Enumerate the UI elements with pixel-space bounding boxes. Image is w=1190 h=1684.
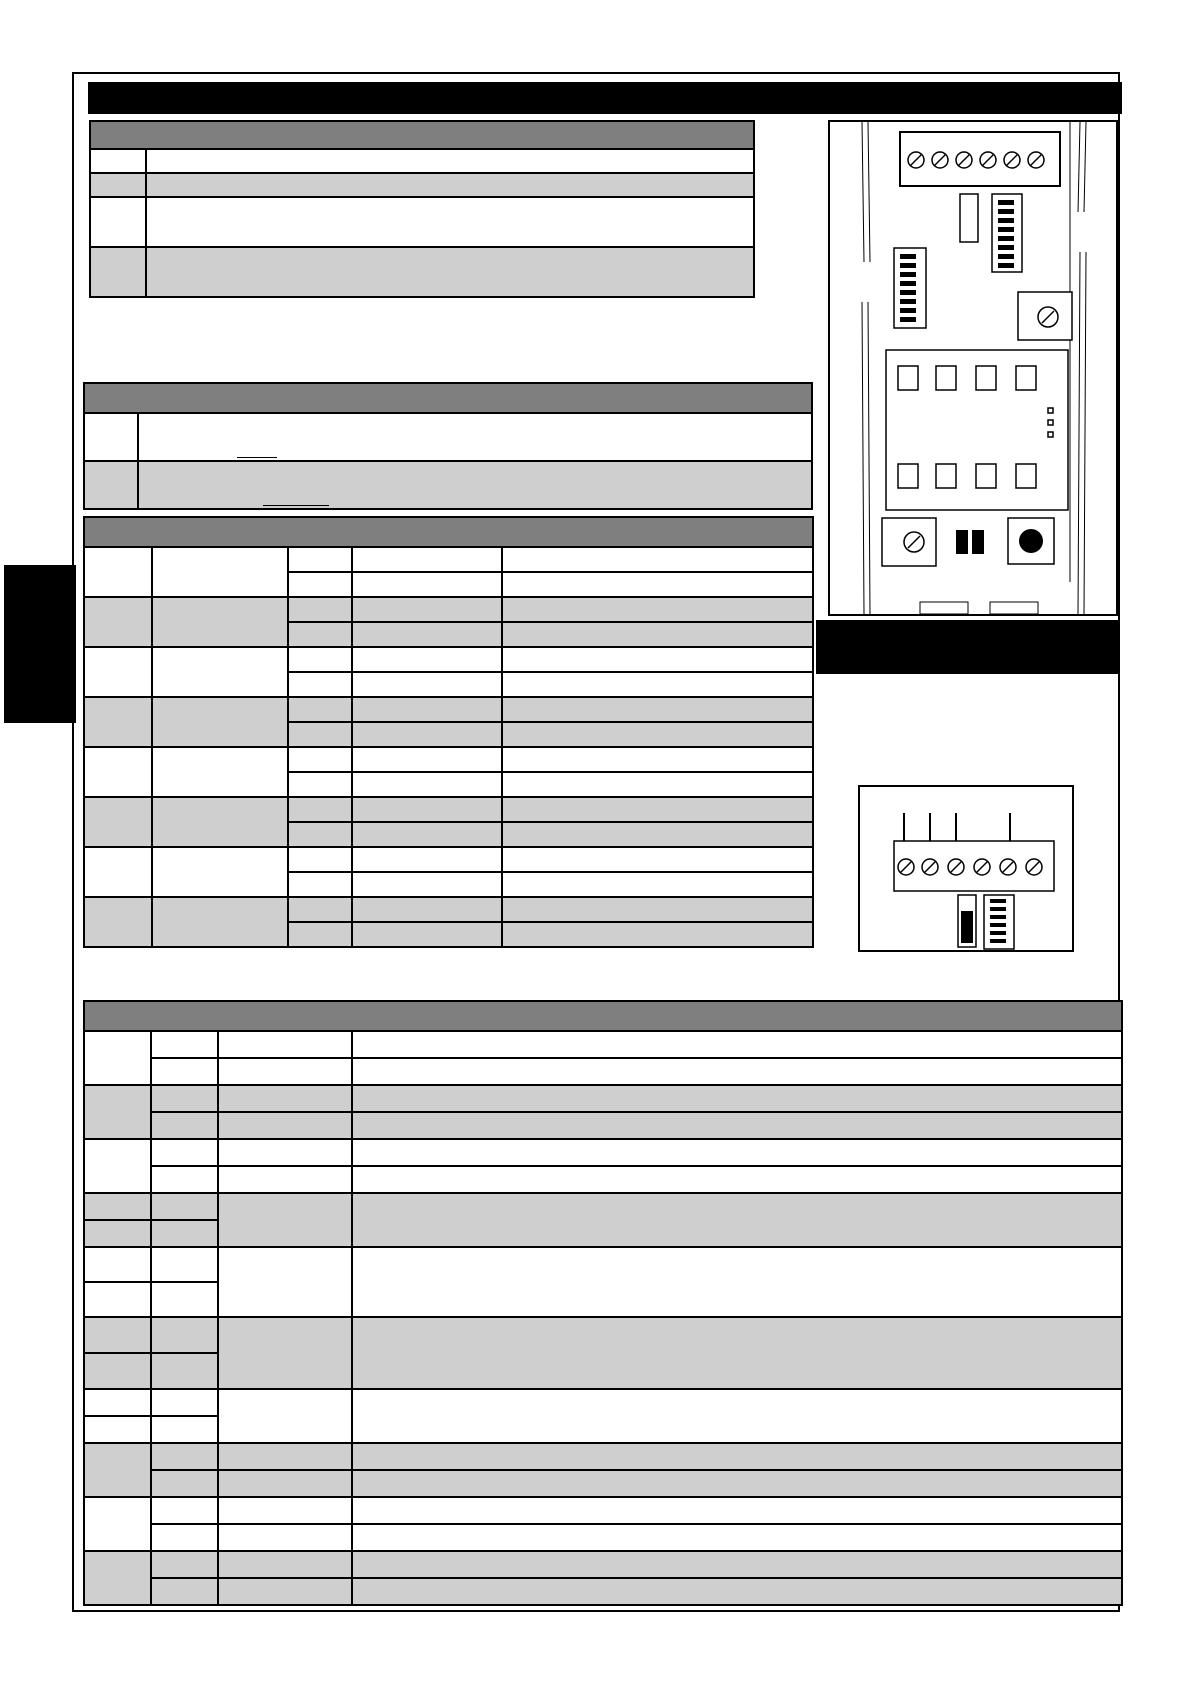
table-row <box>84 1247 1122 1282</box>
section-title-bar <box>88 82 1122 114</box>
table-row <box>90 173 754 197</box>
table-row <box>84 747 813 772</box>
table-4-header <box>84 1001 1122 1031</box>
board-illustration <box>830 122 1116 614</box>
table-row <box>84 1317 1122 1353</box>
dip-switch-right <box>992 194 1022 272</box>
table-row <box>84 1166 1122 1193</box>
table-row <box>84 1085 1122 1112</box>
figure-caption-box <box>816 620 1118 674</box>
table-row <box>84 1443 1122 1470</box>
table-3 <box>83 516 814 948</box>
table-row <box>84 1031 1122 1058</box>
terminal-illustration <box>860 787 1072 950</box>
side-tab <box>4 565 76 723</box>
jumper <box>960 194 978 242</box>
table-row <box>84 1058 1122 1085</box>
table-row <box>84 1389 1122 1416</box>
table-row <box>90 149 754 173</box>
table-row <box>84 647 813 672</box>
table-row <box>84 1470 1122 1497</box>
table-2-header <box>84 383 812 413</box>
table-row <box>84 897 813 922</box>
table-3-header <box>84 517 813 547</box>
table-row <box>84 1578 1122 1605</box>
underline-mark <box>237 457 277 458</box>
table-row <box>84 413 812 461</box>
table-4 <box>83 1000 1123 1606</box>
led-1 <box>956 530 968 554</box>
table-row <box>84 697 813 722</box>
table-row <box>84 461 812 509</box>
table-row <box>84 1551 1122 1578</box>
table-row <box>84 1524 1122 1551</box>
table-row <box>84 1139 1122 1166</box>
table-row <box>84 847 813 872</box>
table-row <box>90 197 754 247</box>
table-row <box>90 247 754 297</box>
table-row <box>84 797 813 822</box>
table-row <box>84 1112 1122 1139</box>
table-1-header <box>90 121 754 149</box>
terminal-wiring-diagram <box>858 785 1074 952</box>
led-2 <box>972 530 984 554</box>
table-row <box>84 1193 1122 1220</box>
underline-mark <box>263 505 329 506</box>
table-row <box>84 547 813 572</box>
table-1 <box>89 120 755 298</box>
table-2 <box>83 382 813 510</box>
table-row <box>84 1497 1122 1524</box>
circuit-board-diagram <box>828 120 1118 616</box>
dip-switch-left <box>894 248 926 328</box>
table-row <box>84 597 813 622</box>
